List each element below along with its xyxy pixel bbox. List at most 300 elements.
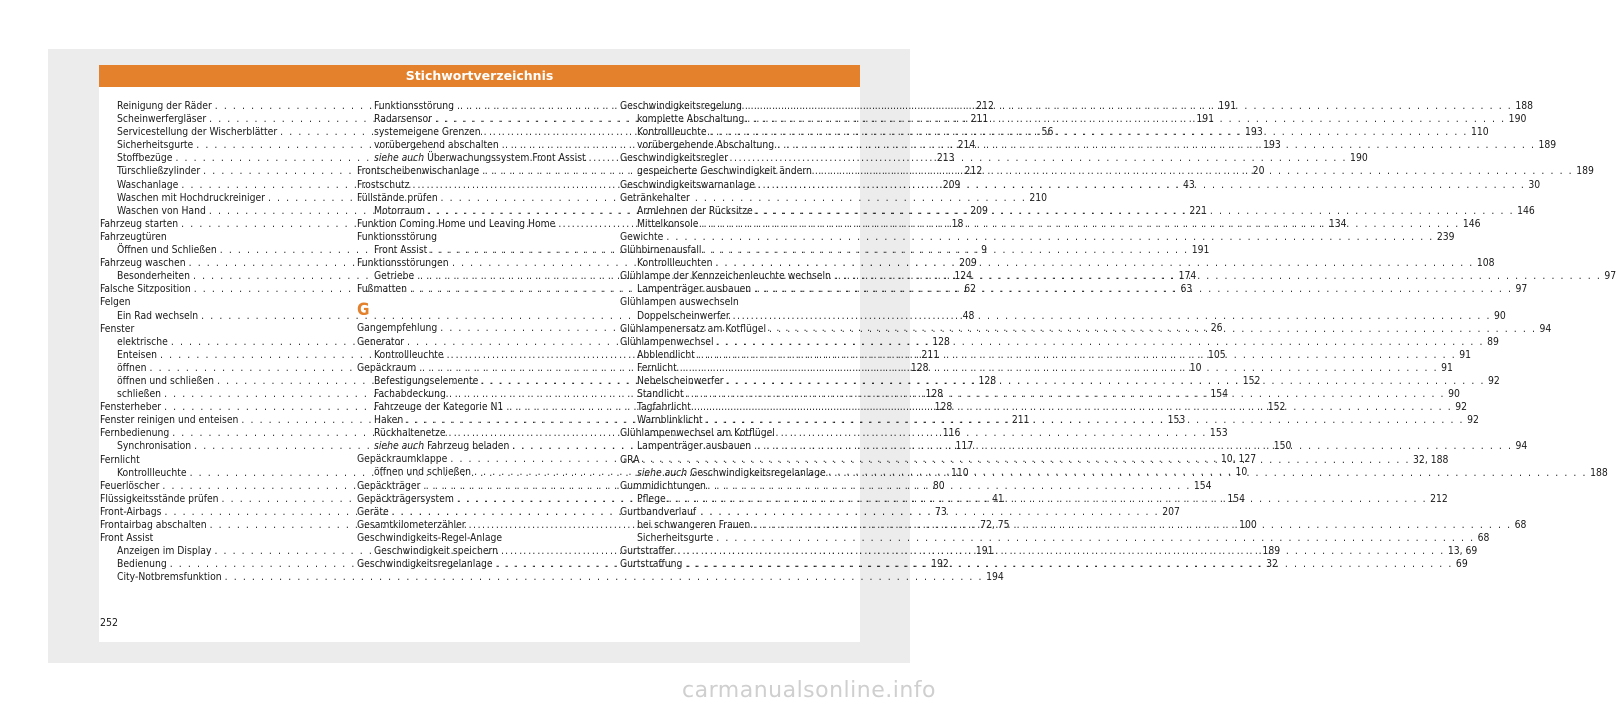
entry-label — [117, 270, 190, 283]
page-reference: 92 — [1487, 374, 1500, 387]
entry-label — [374, 100, 454, 113]
page-reference: 128 — [910, 361, 929, 374]
entry-label — [357, 480, 420, 493]
entry-label — [100, 257, 186, 270]
entry-label — [357, 192, 438, 205]
page-reference: 188 — [1590, 466, 1608, 479]
dot-leader — [674, 545, 1447, 558]
page-reference: 193 — [1263, 139, 1281, 152]
entry-label — [100, 231, 167, 244]
entry-text: Frontairbag abschalten — [100, 519, 207, 531]
entry-label — [620, 336, 714, 349]
entry-label — [100, 454, 140, 467]
entry-label — [620, 192, 690, 205]
see-also-label: siehe auch — [374, 152, 425, 165]
entry-label — [117, 440, 191, 453]
page-reference: 190 — [1350, 152, 1368, 165]
entry-label — [374, 375, 478, 388]
page-reference: 191 — [1218, 100, 1237, 112]
entry-text: City-Notbremsfunktion — [117, 571, 222, 584]
entry-label — [620, 545, 674, 558]
entry-text: Abblendlicht — [637, 348, 695, 361]
page-reference: 192 — [931, 558, 949, 571]
dot-leader — [682, 558, 1455, 571]
index-subentry — [620, 532, 1490, 545]
index-letter-heading: G — [357, 300, 370, 321]
dot-leader — [750, 519, 1514, 532]
entry-text: Front Assist — [374, 244, 428, 257]
entry-label — [637, 283, 751, 296]
page-reference: 189 — [1538, 139, 1557, 152]
entry-text: Feuerlöscher — [100, 479, 160, 492]
entry-text: Gepäckraum — [357, 361, 417, 374]
entry-text: Fernbedienung — [100, 427, 170, 440]
page-reference: 193 — [1245, 126, 1263, 139]
dot-leader — [742, 100, 1515, 113]
entry-label — [374, 349, 444, 362]
dot-leader — [222, 571, 986, 584]
entry-label — [374, 545, 498, 558]
entry-text: Befestigungselemente — [374, 374, 479, 387]
entry-text: Nebelscheinwerfer — [637, 374, 724, 387]
index-heading — [357, 257, 602, 270]
dot-leader — [730, 310, 1494, 323]
page-reference: 153 — [1167, 414, 1186, 427]
page-reference: 191 — [1196, 113, 1215, 126]
index-heading — [620, 296, 860, 309]
entry-text: Gummidichtungen — [620, 479, 706, 492]
entry-label — [100, 427, 169, 440]
entry-label — [374, 270, 414, 283]
entry-label — [100, 506, 161, 519]
entry-label — [620, 480, 706, 493]
entry-text: Stoffbezüge — [117, 152, 173, 165]
entry-label — [357, 179, 409, 192]
page-reference: 221 — [1189, 204, 1208, 217]
entry-text: Funktionsstörungen — [357, 257, 449, 270]
entry-label — [620, 270, 831, 283]
page-reference: 209 — [959, 257, 977, 270]
entry-label — [637, 205, 753, 218]
entry-text: Scheinwerfergläser — [117, 113, 207, 126]
page-reference: 69 — [1455, 558, 1468, 571]
page-reference: 108 — [1476, 257, 1495, 270]
page-number: 252 — [100, 617, 119, 629]
page-reference: 146 — [1462, 217, 1481, 230]
entry-text: Füllstände prüfen — [357, 191, 438, 204]
index-heading — [100, 323, 355, 336]
entry-label — [620, 506, 696, 519]
dot-leader — [826, 467, 1590, 480]
dot-leader — [714, 336, 1487, 349]
entry-label — [357, 453, 447, 466]
page-reference: 90 — [1494, 309, 1506, 322]
entry-label — [357, 336, 404, 349]
entry-label — [100, 283, 191, 296]
page-reference: 189 — [1262, 545, 1281, 557]
entry-text: Türschließzylinder — [117, 165, 201, 178]
entry-label — [117, 179, 178, 192]
entry-label — [374, 139, 499, 152]
entry-text: Funktionsstörung — [357, 230, 438, 243]
page-reference: 124 — [954, 270, 973, 283]
entry-text: Fußmatten — [357, 283, 408, 296]
index-heading — [620, 506, 860, 519]
entry-text: Front-Airbags — [100, 505, 162, 518]
page-reference: 146 — [1517, 204, 1535, 217]
index-heading — [357, 532, 602, 545]
entry-text: Geräte — [357, 505, 389, 518]
page-reference: 63 — [1180, 283, 1193, 296]
page-reference: 150 — [1273, 440, 1292, 453]
entry-label — [100, 532, 153, 545]
entry-label — [637, 362, 677, 375]
page-reference: 152 — [1267, 400, 1286, 413]
entry-text: Frontscheibenwischanlage — [357, 165, 480, 178]
page-reference: 190 — [1508, 113, 1527, 126]
entry-text: öffnen — [117, 361, 147, 374]
entry-text: Kontrollleuchten — [637, 257, 713, 270]
entry-text: Geschwindigkeitsregelanlage — [687, 466, 826, 479]
entry-label — [374, 388, 446, 401]
page-reference: 13, 69 — [1447, 545, 1478, 558]
entry-text: Glühlampenersatz am Kotflügel — [620, 322, 767, 335]
entry-text: Glühlampe der Kennzeichenleuchte wechseln — [620, 270, 831, 283]
entry-label — [637, 165, 812, 178]
entry-text: schließen — [117, 388, 162, 401]
page-reference: 94 — [1515, 440, 1528, 453]
entry-text: Geschwindigkeit speichern — [374, 545, 499, 557]
watermark: carmanualsonline.info — [682, 678, 936, 703]
page-reference: 105 — [1207, 348, 1226, 361]
entry-label — [637, 388, 684, 401]
entry-label — [620, 296, 739, 309]
page-reference: 91 — [1459, 348, 1472, 361]
entry-label — [637, 467, 826, 480]
entry-label — [374, 152, 586, 165]
dot-leader — [766, 323, 1539, 336]
entry-text: Geschwindigkeitswarnanlage — [620, 178, 755, 191]
dot-leader — [698, 218, 1462, 231]
entry-label — [117, 362, 147, 375]
entry-label — [357, 257, 449, 270]
entry-text: Lampenträger ausbauen — [637, 283, 752, 296]
entry-text: GRA — [620, 453, 640, 466]
entry-text: bei schwangeren Frauen — [637, 519, 751, 531]
page-reference: 128 — [934, 401, 953, 414]
entry-text: Anzeigen im Display — [117, 545, 212, 558]
entry-label — [637, 349, 695, 362]
entry-text: öffnen und schließen — [374, 466, 472, 479]
entry-label — [117, 113, 206, 126]
page-reference: 128 — [925, 388, 944, 401]
page-reference: 73 — [934, 505, 947, 518]
entry-text: Getriebe — [374, 270, 415, 283]
entry-text: Bedienung — [117, 558, 167, 571]
entry-text: vorübergehend abschalten — [374, 139, 499, 152]
dot-leader — [666, 493, 1430, 506]
entry-label — [117, 310, 198, 323]
entry-label — [637, 414, 703, 427]
entry-text: elektrische — [117, 335, 168, 348]
dot-leader — [707, 126, 1471, 139]
entry-label — [357, 218, 555, 231]
entry-text: Gepäckträger — [357, 479, 421, 492]
page-header: Stichwortverzeichnis — [99, 65, 860, 87]
page-reference: 209 — [970, 204, 988, 217]
entry-label — [357, 493, 454, 506]
entry-text: Gurtbandverlauf — [620, 505, 697, 518]
see-also-label: siehe auch — [374, 440, 425, 453]
entry-label — [357, 231, 437, 244]
entry-text: Front Assist — [100, 532, 154, 545]
entry-label — [117, 336, 168, 349]
index-heading — [100, 231, 355, 244]
page-reference: 211 — [1011, 414, 1030, 427]
entry-label — [620, 179, 755, 192]
page-reference: 100 — [1239, 518, 1257, 531]
dot-leader — [640, 454, 1413, 467]
entry-label — [117, 152, 172, 165]
dot-leader — [812, 165, 1576, 178]
entry-text: Waschen mit Hochdruckreiniger — [117, 191, 265, 204]
entry-text: Glühlampen auswechseln — [620, 296, 739, 309]
entry-text: Kontrollleuchte — [117, 466, 187, 479]
entry-text: systemeigene Grenzen — [374, 126, 481, 139]
entry-label — [357, 558, 493, 571]
entry-text: Doppelscheinwerfer — [637, 309, 730, 322]
entry-text: Waschanlage — [117, 178, 179, 191]
entry-label — [100, 493, 219, 506]
entry-label — [374, 401, 503, 414]
page-reference: 10, 127 — [1220, 453, 1257, 466]
page-reference: 56 — [1041, 126, 1054, 139]
dot-leader — [712, 257, 1476, 270]
entry-text: Kontrollleuchte — [637, 126, 707, 139]
page-reference: 89 — [1487, 335, 1499, 348]
entry-label — [620, 454, 640, 467]
entry-text: Funktion Coming Home und Leaving Home — [357, 217, 556, 230]
index-heading — [620, 244, 860, 257]
entry-text: Gepäckträgersystem — [357, 492, 454, 505]
page-reference: 32, 188 — [1413, 453, 1449, 466]
entry-text: Sicherheitsgurte — [637, 532, 714, 545]
entry-label — [637, 218, 698, 231]
entry-label — [637, 493, 666, 506]
entry-text: Geschwindigkeitsregler — [620, 152, 729, 165]
entry-label — [100, 323, 134, 336]
page-reference: 214 — [957, 139, 976, 152]
see-also-label: siehe auch — [637, 466, 688, 479]
page-reference: 26 — [1210, 322, 1223, 335]
entry-label — [357, 532, 502, 545]
index-subentry — [100, 571, 1004, 584]
page-reference: 9 — [981, 244, 988, 257]
page-reference: 30 — [1528, 178, 1541, 191]
entry-text: Fahrzeug beladen — [424, 440, 510, 453]
entry-label — [117, 375, 214, 388]
entry-text: Gepäckraumklappe — [357, 453, 448, 466]
entry-text: Geschwindigkeitsregelung — [620, 100, 742, 112]
index-heading — [620, 480, 860, 493]
page-reference: 212 — [964, 165, 983, 178]
entry-text: Fahrzeuge der Kategorie N1 — [374, 400, 504, 413]
page-reference: 80 — [932, 479, 945, 492]
entry-label — [620, 244, 702, 257]
entry-text: Flüssigkeitsstände prüfen — [100, 492, 219, 505]
page-reference: 43 — [1182, 178, 1195, 191]
entry-text: Fahrzeug waschen — [100, 257, 186, 270]
page-reference: 154 — [1227, 492, 1246, 505]
page-reference: 191 — [1191, 244, 1210, 257]
entry-label — [100, 401, 161, 414]
page-reference: 92 — [1455, 401, 1468, 414]
entry-text: Rückhaltenetze — [374, 427, 446, 440]
entry-label — [117, 467, 187, 480]
entry-text: Funktionsstörung — [374, 100, 455, 112]
page-reference: 32 — [1266, 558, 1278, 571]
page-reference: 154 — [1210, 387, 1229, 400]
entry-text: Radarsensor — [374, 113, 432, 126]
entry-text: Falsche Sitzposition — [100, 283, 191, 296]
entry-label — [117, 126, 277, 139]
entry-label — [117, 165, 200, 178]
entry-text: Standlicht — [637, 388, 684, 401]
entry-text: Sicherheitsgurte — [117, 139, 194, 152]
page-reference: 90 — [1448, 388, 1460, 401]
page-reference: 194 — [986, 571, 1004, 584]
entry-label — [637, 375, 724, 388]
index-heading — [357, 231, 602, 244]
page-reference: 128 — [932, 335, 950, 348]
entry-text: Mittelkonsole — [637, 217, 699, 230]
entry-label — [620, 558, 682, 571]
entry-label — [374, 126, 481, 139]
dot-leader — [744, 113, 1508, 126]
entry-label — [637, 310, 730, 323]
entry-label — [620, 323, 766, 336]
page-reference: 128 — [978, 374, 997, 387]
page-reference: 209 — [942, 178, 961, 191]
page-reference: 212 — [976, 100, 994, 112]
entry-label — [117, 139, 193, 152]
entry-text: Besonderheiten — [117, 270, 190, 283]
page-reference: 207 — [1162, 505, 1180, 518]
entry-text: Öffnen und Schließen — [117, 244, 217, 257]
entry-text: Glühlampenwechsel am Kotflügel — [620, 427, 775, 440]
page-reference: 18 — [951, 217, 964, 230]
entry-label — [374, 440, 509, 453]
entry-label — [357, 322, 437, 335]
entry-label — [620, 152, 728, 165]
entry-text: Gurtstraffung — [620, 558, 683, 571]
entry-text: Reinigung der Räder — [117, 100, 212, 112]
index-heading — [620, 152, 860, 165]
entry-text: gespeicherte Geschwindigkeit ändern — [637, 165, 812, 178]
entry-label — [117, 388, 161, 401]
page-reference: 152 — [1242, 374, 1261, 387]
dot-leader — [831, 270, 1604, 283]
entry-label — [117, 558, 167, 571]
entry-label — [100, 519, 207, 532]
page-reference: 68 — [1477, 532, 1490, 545]
entry-text: Geschwindigkeitsregelanlage — [357, 558, 493, 571]
entry-label — [374, 205, 425, 218]
entry-text: Warnblinklicht — [637, 414, 703, 427]
page-reference: 191 — [975, 545, 994, 558]
page-reference: 10 — [1235, 466, 1248, 479]
index-entry — [620, 230, 1455, 244]
entry-text: Enteisen — [117, 348, 158, 361]
page-reference: 213 — [936, 152, 955, 165]
page-reference: 153 — [1209, 427, 1228, 440]
entry-label — [117, 545, 211, 558]
index-heading — [100, 296, 355, 309]
entry-label — [374, 427, 446, 440]
entry-label — [117, 192, 265, 205]
entry-text: Glühbirnenausfall — [620, 244, 702, 257]
dot-leader — [753, 205, 1517, 218]
entry-text: Überwachungssystem Front Assist — [424, 152, 586, 165]
index-heading — [100, 454, 355, 467]
entry-text: Getränkehalter — [620, 191, 690, 204]
page-reference: 110 — [950, 466, 969, 479]
entry-text: Fahrzeug starten — [100, 217, 179, 230]
entry-text: Glühlampenwechsel — [620, 335, 714, 348]
dot-leader — [751, 283, 1515, 296]
page-reference: 48 — [962, 309, 975, 322]
entry-text: Lampenträger ausbauen — [637, 440, 752, 453]
page-reference: 72, 75 — [980, 519, 1010, 531]
index-heading — [357, 336, 602, 349]
entry-text: Servicestellung der Wischerblätter — [117, 126, 278, 139]
index-heading — [357, 192, 602, 205]
page-reference: 110 — [1470, 126, 1489, 139]
entry-text: Pflege — [637, 492, 666, 505]
page-reference: 68 — [1514, 519, 1527, 531]
entry-label — [637, 257, 712, 270]
page-reference: 239 — [1436, 230, 1455, 243]
dot-leader — [663, 231, 1436, 244]
dot-leader — [677, 362, 1441, 375]
entry-label — [100, 480, 159, 493]
page-reference: 211 — [970, 113, 989, 126]
entry-label — [620, 100, 742, 113]
page-reference: 188 — [1515, 100, 1534, 112]
entry-label — [620, 427, 775, 440]
entry-label — [100, 296, 131, 309]
page-reference: 10 — [1189, 361, 1202, 374]
entry-label — [637, 139, 774, 152]
dot-leader — [695, 349, 1459, 362]
entry-label — [637, 126, 707, 139]
page-reference: 62 — [964, 283, 976, 296]
entry-text: Gangempfehlung — [357, 322, 438, 335]
entry-label — [374, 466, 471, 479]
entry-label — [117, 100, 212, 113]
entry-text: Fahrzeugtüren — [100, 230, 167, 243]
index-heading — [620, 192, 860, 205]
page-reference: 20 — [1252, 165, 1265, 178]
entry-label — [374, 244, 427, 257]
entry-text: Synchronisation — [117, 440, 192, 453]
entry-text: Frostschutz — [357, 178, 410, 191]
page-reference: 212 — [1430, 492, 1448, 505]
page-reference: 97 — [1604, 270, 1616, 283]
entry-label — [637, 440, 751, 453]
entry-text: Fenster reinigen und enteisen — [100, 414, 239, 427]
entry-text: Fernlicht — [100, 453, 140, 466]
